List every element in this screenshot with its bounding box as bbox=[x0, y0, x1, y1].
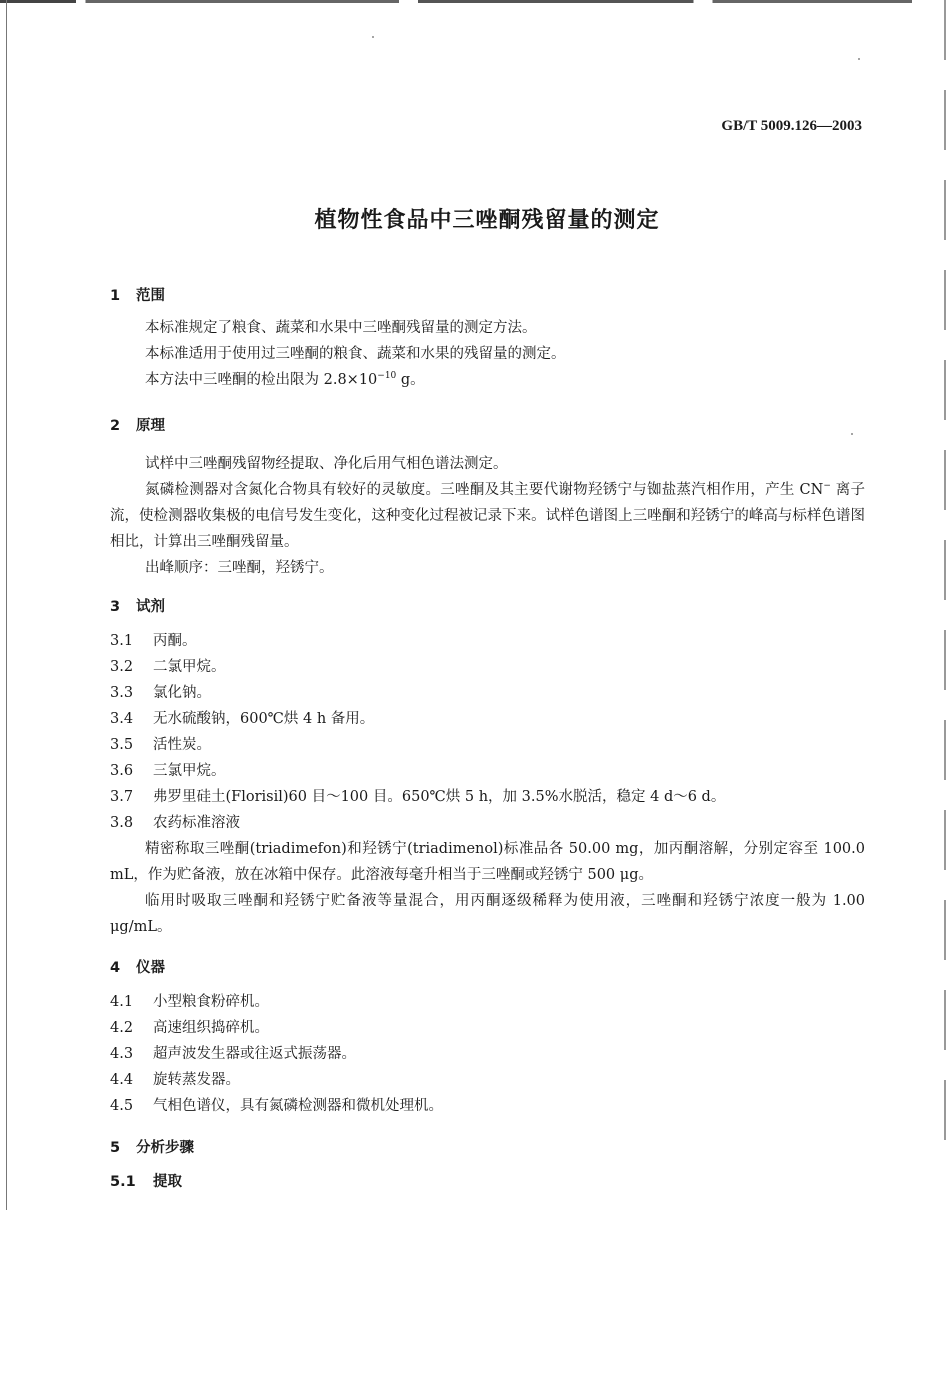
list-item: 4.3 超声波发生器或往返式振荡器。 bbox=[110, 1046, 356, 1062]
list-item: 4.4 旋转蒸发器。 bbox=[110, 1072, 240, 1088]
scan-edge-right bbox=[944, 0, 946, 1150]
scan-edge-top bbox=[0, 0, 950, 3]
section-title: 分析步骤 bbox=[136, 1140, 194, 1156]
paragraph: 出峰顺序：三唑酮，羟锈宁。 bbox=[145, 560, 334, 576]
section-heading bbox=[110, 283, 865, 309]
paragraph: 本标准适用于使用过三唑酮的粮食、蔬菜和水果的残留量的测定。 bbox=[145, 346, 566, 362]
section-number: 2 bbox=[110, 418, 121, 434]
paragraph: 本方法中三唑酮的检出限为 $2.8\times 10^{-10}$ g。 bbox=[145, 371, 425, 388]
list-item: 3.8 农药标准溶液 bbox=[110, 815, 240, 831]
list-item: 3.7 弗罗里硅土(Florisil)60 目～100 目。650℃烘 5 h，加 3.5%水脱活，稳定 4 d～6 d。 bbox=[110, 789, 726, 805]
section-scope bbox=[110, 283, 865, 393]
paragraph: 本标准规定了粮食、蔬菜和水果中三唑酮残留量的测定方法。 bbox=[145, 320, 537, 336]
paragraph: 临用时吸取三唑酮和羟锈宁贮备液等量混合，用丙酮逐级稀释为使用液，三唑酮和羟锈宁浓度一般为 1.00 μg/mL。 bbox=[110, 893, 865, 935]
section-number: 5 bbox=[110, 1140, 121, 1156]
section-heading bbox=[110, 955, 865, 981]
list-item: 3.1 丙酮。 bbox=[110, 633, 197, 649]
section-heading bbox=[110, 1135, 865, 1161]
section-heading bbox=[110, 413, 865, 439]
paragraph: 试样中三唑酮残留物经提取、净化后用气相色谱法测定。 bbox=[145, 456, 508, 472]
section-heading bbox=[110, 594, 865, 620]
section-principle bbox=[110, 413, 865, 581]
subsection-title: 提取 bbox=[153, 1174, 182, 1190]
section-apparatus bbox=[110, 955, 865, 1119]
subsection-number: 5.1 bbox=[110, 1174, 136, 1190]
list-item: 3.2 二氯甲烷。 bbox=[110, 659, 226, 675]
section-title: 原理 bbox=[136, 418, 165, 434]
section-title: 范围 bbox=[136, 288, 165, 304]
paragraph: 精密称取三唑酮(triadimefon)和羟锈宁(triadimenol)标准品各 50.00 mg，加丙酮溶解，分别定容至 100.0 mL，作为贮备液，放在冰箱中保存。此溶液每毫升相当于三唑酮或羟锈宁 500 μg。 bbox=[110, 841, 865, 883]
scan-speck bbox=[858, 58, 860, 60]
section-number: 4 bbox=[110, 960, 121, 976]
list-item: 3.4 无水硫酸钠，600℃烘 4 h 备用。 bbox=[110, 711, 375, 727]
list-item: 3.3 氯化钠。 bbox=[110, 685, 211, 701]
document-title: 植物性食品中三唑酮残留量的测定 bbox=[314, 208, 660, 233]
list-item: 4.1 小型粮食粉碎机。 bbox=[110, 994, 269, 1010]
list-item: 4.2 高速组织捣碎机。 bbox=[110, 1020, 269, 1036]
section-title: 仪器 bbox=[136, 960, 165, 976]
subsection-heading bbox=[110, 1169, 865, 1195]
section-reagents bbox=[110, 594, 865, 940]
section-title: 试剂 bbox=[136, 599, 165, 615]
standard-code: GB/T 5009.126—2003 bbox=[721, 118, 862, 134]
section-number: 1 bbox=[110, 288, 121, 304]
section-procedure bbox=[110, 1135, 865, 1195]
section-number: 3 bbox=[110, 599, 121, 615]
list-item: 3.5 活性炭。 bbox=[110, 737, 211, 753]
list-item: 4.5 气相色谱仪，具有氮磷检测器和微机处理机。 bbox=[110, 1098, 443, 1114]
paragraph: 氮磷检测器对含氮化合物具有较好的灵敏度。三唑酮及其主要代谢物羟锈宁与铷盐蒸汽相作用，产生 CN− 离子流，使检测器收集极的电信号发生变化，这种变化过程被记录下来。试样色谱图上三唑酮和羟锈宁的峰高与标样色谱图相比，计算出三唑酮残留量。 bbox=[110, 481, 865, 550]
scan-speck bbox=[372, 36, 374, 38]
list-item: 3.6 三氯甲烷。 bbox=[110, 763, 226, 779]
scan-edge-left bbox=[6, 0, 7, 1210]
